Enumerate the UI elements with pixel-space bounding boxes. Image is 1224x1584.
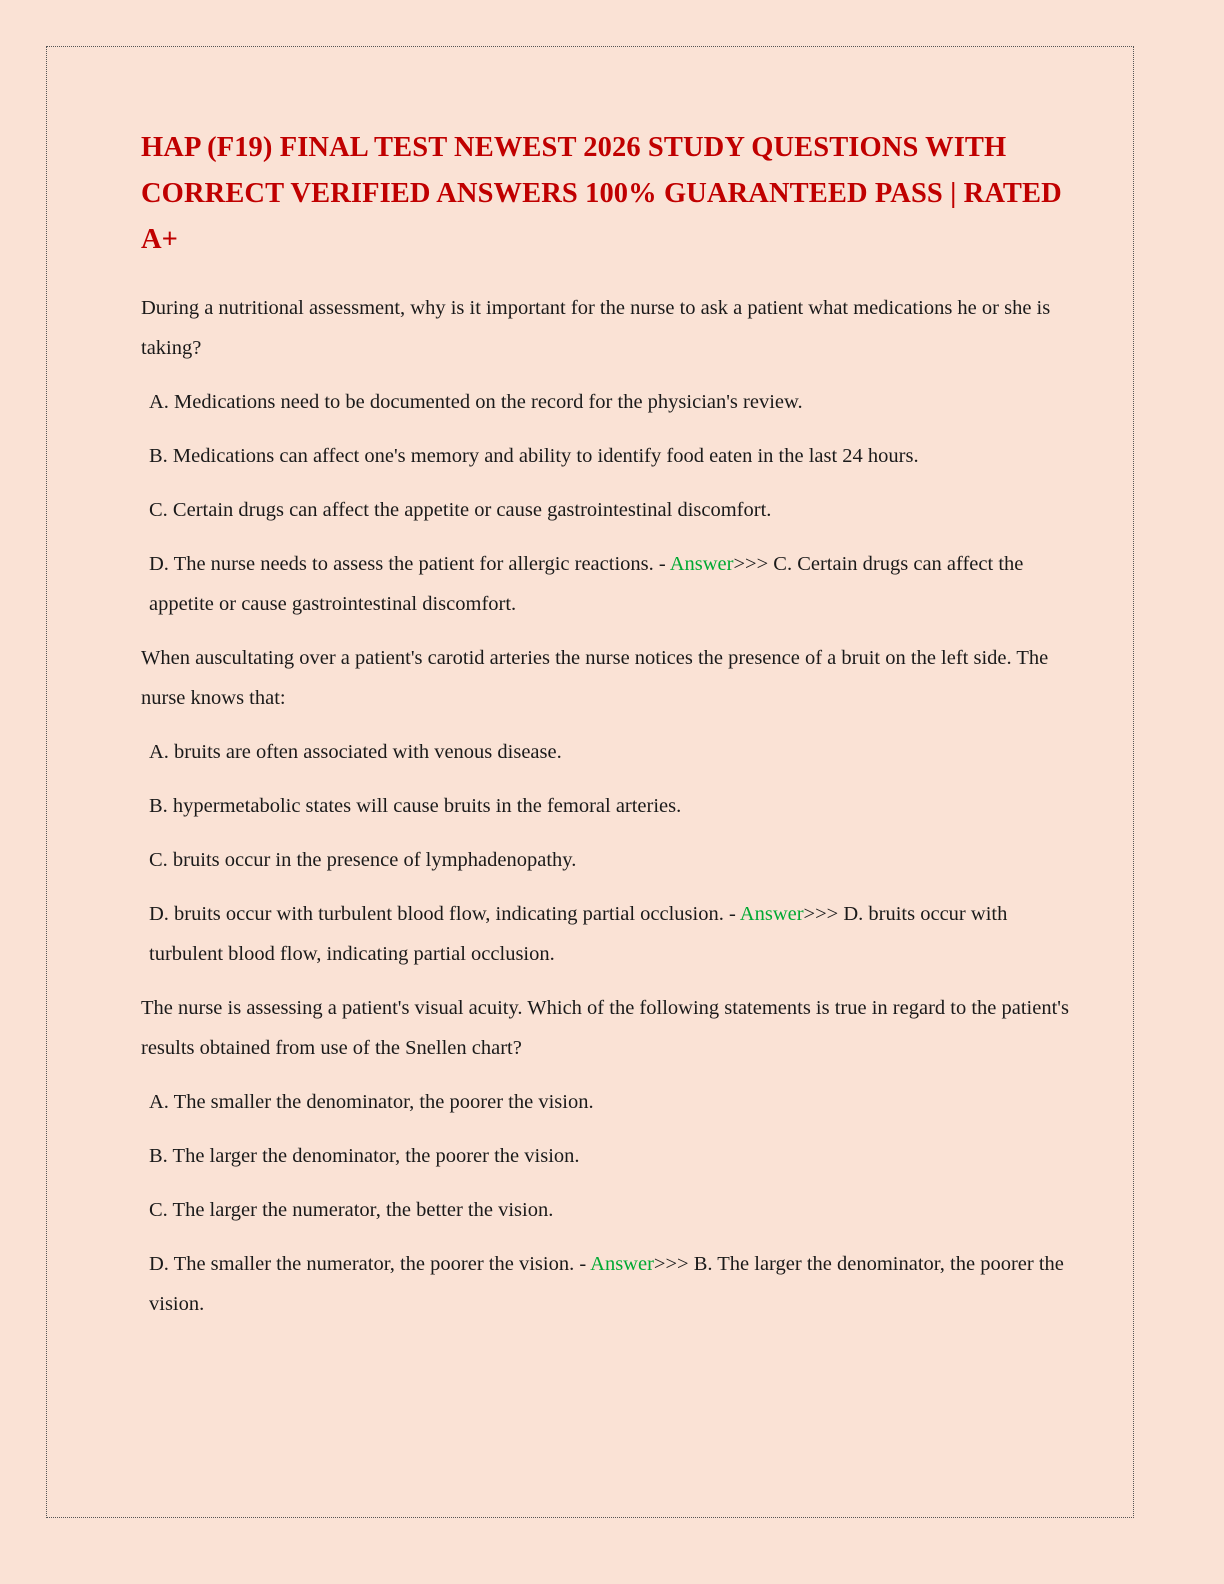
choice-a: A. bruits are often associated with venous disease. (149, 741, 562, 764)
answer-label: Answer (739, 903, 804, 926)
choice-b: B. hypermetabolic states will cause bruits in the femoral arteries. (149, 795, 682, 818)
choice-d-text: D. The nurse needs to assess the patient for allergic reactions. - (149, 553, 670, 576)
question-stem: During a nutritional assessment, why is it important for the nurse to ask a patient what medications he or she is taking? (141, 297, 1051, 360)
choice-c: C. bruits occur in the presence of lymphadenopathy. (149, 849, 577, 872)
choice-d-text: D. bruits occur with turbulent blood flow, indicating partial occlusion. - (149, 903, 740, 926)
choice-c: C. The larger the numerator, the better the vision. (149, 1198, 554, 1221)
choice-a: A. Medications need to be documented on the record for the physician's review. (149, 391, 803, 414)
choice-d-with-answer (141, 1245, 1081, 1325)
choice-c: C. Certain drugs can affect the appetite or cause gastrointestinal discomfort. (149, 499, 772, 522)
choice-d-with-answer (141, 545, 1081, 625)
choice-b: B. The larger the denominator, the poorer the vision. (149, 1144, 580, 1167)
answer-text: B. The larger the denominator, the poorer the vision. (149, 1252, 1064, 1315)
answer-label: Answer (590, 1252, 654, 1275)
question-block (141, 289, 1081, 625)
question-stem: The nurse is assessing a patient's visual acuity. Which of the following statements is true in regard to the patient's results obtained from use of the Snellen chart? (141, 997, 1069, 1059)
answer-marker: >>> (803, 903, 844, 926)
answer-label: Answer (669, 553, 734, 576)
question-block (141, 639, 1081, 975)
question-stem: When auscultating over a patient's carotid arteries the nurse notices the presence of a bruit on the left side. The nurse knows that: (141, 647, 1049, 710)
answer-text: C. Certain drugs can affect the appetite or cause gastrointestinal discomfort. (149, 553, 1024, 616)
choice-d-text: D. The smaller the numerator, the poorer the vision. - (149, 1252, 591, 1275)
question-block (141, 989, 1081, 1325)
document-page (46, 46, 1134, 1518)
choice-b: B. Medications can affect one's memory and ability to identify food eaten in the last 24 hours. (149, 445, 919, 468)
document-content (47, 47, 1133, 1325)
choice-d-with-answer (141, 895, 1081, 975)
page-title: HAP (F19) FINAL TEST NEWEST 2026 STUDY QUESTIONS WITH CORRECT VERIFIED ANSWERS 100% GUARANTEED PASS | RATED A+ (141, 132, 1062, 256)
answer-text: D. bruits occur with turbulent blood flow, indicating partial occlusion. (149, 903, 1008, 966)
answer-marker: >>> (653, 1252, 694, 1275)
choice-a: A. The smaller the denominator, the poorer the vision. (149, 1090, 594, 1113)
answer-marker: >>> (733, 553, 774, 576)
